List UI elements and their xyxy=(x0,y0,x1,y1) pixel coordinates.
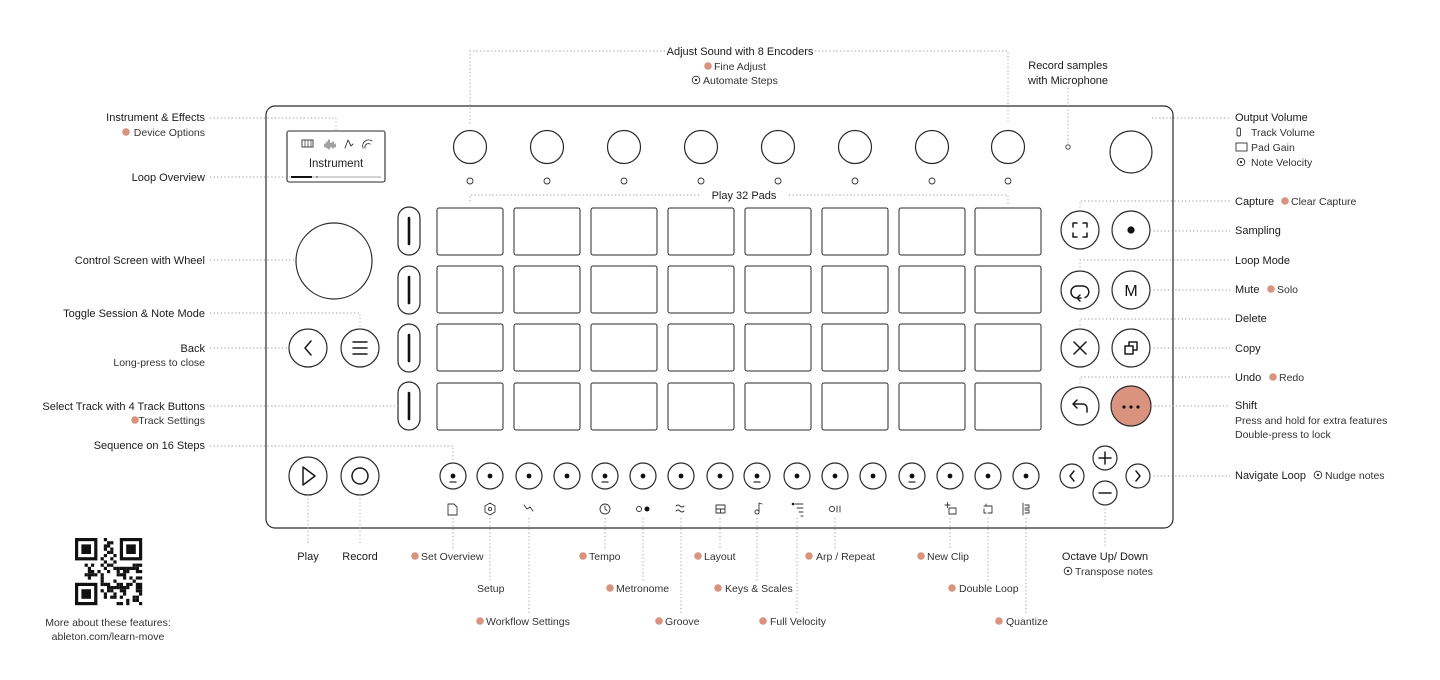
website-label: ableton.com/learn-move xyxy=(51,631,165,643)
set-overview-label: Set Overview xyxy=(421,551,484,563)
volume-knob[interactable] xyxy=(1110,131,1152,173)
more-features-label: More about these features: xyxy=(45,617,171,629)
pad-r1-c8[interactable] xyxy=(975,208,1041,255)
record-button[interactable] xyxy=(341,457,379,495)
encoder-knob-6[interactable] xyxy=(839,131,872,164)
pad-r1-c4[interactable] xyxy=(668,208,734,255)
step-dot xyxy=(755,474,760,479)
shift-sub2-label: Double-press to lock xyxy=(1235,429,1331,441)
record-dot-icon xyxy=(1127,226,1134,233)
back-button[interactable] xyxy=(289,329,327,367)
encoders-fine-label: Fine Adjust xyxy=(714,61,766,73)
back-label: Back xyxy=(180,343,205,355)
encoder-knob-8[interactable] xyxy=(992,131,1025,164)
sequence-label: Sequence on 16 Steps xyxy=(93,440,205,452)
step-dot xyxy=(641,474,646,479)
arp-repeat-label: Arp / Repeat xyxy=(816,551,875,563)
pad-r2-c4[interactable] xyxy=(668,266,734,313)
new-clip-label: New Clip xyxy=(927,551,970,563)
track-volume-label: Track Volume xyxy=(1251,127,1315,139)
step-dot xyxy=(679,474,684,479)
pad-r3-c2[interactable] xyxy=(514,324,580,371)
encoder-knob-2[interactable] xyxy=(531,131,564,164)
step-dot xyxy=(488,474,493,479)
encoder-led-3 xyxy=(621,178,627,184)
toggle-mode-label: Toggle Session & Note Mode xyxy=(63,308,205,320)
pad-r4-c2[interactable] xyxy=(514,383,580,430)
display-screen xyxy=(287,131,385,182)
pad-r3-c4[interactable] xyxy=(668,324,734,371)
encoders-label: Adjust Sound with 8 Encoders xyxy=(666,46,814,58)
encoder-led-1 xyxy=(467,178,473,184)
groove-label: Groove xyxy=(665,616,700,628)
step-dot xyxy=(795,474,800,479)
transpose-notes-label: Transpose notes xyxy=(1075,566,1153,578)
step-dot xyxy=(565,474,570,479)
full-velocity-label: Full Velocity xyxy=(770,616,827,628)
pad-r4-c7[interactable] xyxy=(899,383,965,430)
shift-button[interactable] xyxy=(1111,386,1151,426)
capture-label: Capture xyxy=(1235,196,1275,208)
mute-label: Mute xyxy=(1235,284,1260,296)
sampling-label: Sampling xyxy=(1235,225,1281,237)
step-dot xyxy=(833,474,838,479)
record-label: Record xyxy=(342,551,378,563)
track-button-icon xyxy=(1237,128,1241,136)
octave-down-button[interactable] xyxy=(1093,481,1117,505)
step-dot xyxy=(603,474,608,479)
step-dot xyxy=(910,474,915,479)
pad-r2-c1[interactable] xyxy=(437,266,503,313)
encoder-led-2 xyxy=(544,178,550,184)
pad-gain-label: Pad Gain xyxy=(1251,142,1295,154)
metronome-label: Metronome xyxy=(616,583,670,595)
loop-button[interactable] xyxy=(1061,271,1099,309)
device-options-label: Device Options xyxy=(133,127,205,139)
microphone xyxy=(1066,145,1070,149)
octave-label: Octave Up/ Down xyxy=(1061,551,1149,563)
pad-r3-c8[interactable] xyxy=(975,324,1041,371)
pads-label: Play 32 Pads xyxy=(711,190,777,202)
pad-r2-c8[interactable] xyxy=(975,266,1041,313)
keys-scales-label: Keys & Scales xyxy=(725,583,793,595)
undo-button[interactable] xyxy=(1061,387,1099,425)
step-dot xyxy=(871,474,876,479)
shift-sub1-label: Press and hold for extra features xyxy=(1235,415,1388,427)
loop-mode-label: Loop Mode xyxy=(1235,255,1291,267)
mic-label-1: Record samples xyxy=(1028,60,1108,72)
octave-up-button[interactable] xyxy=(1093,446,1117,470)
encoders-automate-label: Automate Steps xyxy=(703,75,778,87)
pad-r2-c2[interactable] xyxy=(514,266,580,313)
pad-r1-c7[interactable] xyxy=(899,208,965,255)
delete-label: Delete xyxy=(1235,313,1267,325)
jog-wheel[interactable] xyxy=(296,223,372,299)
step-dot xyxy=(718,474,723,479)
loop-overview-label: Loop Overview xyxy=(131,172,205,184)
step-dot xyxy=(948,474,953,479)
encoder-knob-4[interactable] xyxy=(685,131,718,164)
output-volume-label: Output Volume xyxy=(1235,112,1308,124)
pad-r4-c4[interactable] xyxy=(668,383,734,430)
back-sub-label: Long-press to close xyxy=(113,357,205,369)
play-button[interactable] xyxy=(289,457,327,495)
setup-label: Setup xyxy=(477,583,505,595)
pad-icon xyxy=(1236,143,1247,151)
shift-label: Shift xyxy=(1235,400,1258,412)
pad-r2-c3[interactable] xyxy=(591,266,657,313)
mute-letter: M xyxy=(1124,283,1138,300)
capture-button[interactable] xyxy=(1061,211,1099,249)
pad-r3-c5[interactable] xyxy=(745,324,811,371)
navigate-loop-label: Navigate Loop xyxy=(1235,470,1306,482)
encoder-led-8 xyxy=(1005,178,1011,184)
nudge-notes-label: Nudge notes xyxy=(1325,470,1385,482)
encoder-knob-3[interactable] xyxy=(608,131,641,164)
pad-r1-c2[interactable] xyxy=(514,208,580,255)
track-settings-label: Track Settings xyxy=(138,415,205,427)
delete-button[interactable] xyxy=(1061,329,1099,367)
note-velocity-label: Note Velocity xyxy=(1251,157,1313,169)
copy-label: Copy xyxy=(1235,343,1261,355)
mute-button[interactable] xyxy=(1112,271,1150,309)
pad-r4-c5[interactable] xyxy=(745,383,811,430)
encoder-led-7 xyxy=(929,178,935,184)
sample-button[interactable] xyxy=(1112,211,1150,249)
pad-r3-c3[interactable] xyxy=(591,324,657,371)
pad-r2-c6[interactable] xyxy=(822,266,888,313)
step-dot xyxy=(1024,474,1029,479)
pad-r4-c1[interactable] xyxy=(437,383,503,430)
pad-r2-c7[interactable] xyxy=(899,266,965,313)
copy-button[interactable] xyxy=(1112,329,1150,367)
control-wheel-label: Control Screen with Wheel xyxy=(74,255,205,267)
mic-label-2: with Microphone xyxy=(1027,75,1109,87)
undo-label: Undo xyxy=(1235,372,1262,384)
nav-right-button[interactable] xyxy=(1126,464,1150,488)
encoder-knob-1[interactable] xyxy=(454,131,487,164)
screen-text: Instrument xyxy=(308,158,364,170)
tempo-label: Tempo xyxy=(589,551,621,563)
pad-r1-c1[interactable] xyxy=(437,208,503,255)
pad-r1-c3[interactable] xyxy=(591,208,657,255)
select-track-label: Select Track with 4 Track Buttons xyxy=(42,401,205,413)
pad-r3-c1[interactable] xyxy=(437,324,503,371)
layout-label: Layout xyxy=(704,551,736,563)
step-dot xyxy=(986,474,991,479)
pad-r3-c7[interactable] xyxy=(899,324,965,371)
encoder-knob-5[interactable] xyxy=(762,131,795,164)
pad-r1-c6[interactable] xyxy=(822,208,888,255)
workflow-settings-label: Workflow Settings xyxy=(486,616,570,628)
encoder-led-6 xyxy=(852,178,858,184)
encoder-knob-7[interactable] xyxy=(916,131,949,164)
pad-r4-c6[interactable] xyxy=(822,383,888,430)
play-label: Play xyxy=(297,551,319,563)
redo-label: Redo xyxy=(1279,372,1305,384)
solo-label: Solo xyxy=(1277,284,1299,296)
pad-r3-c6[interactable] xyxy=(822,324,888,371)
pad-r4-c8[interactable] xyxy=(975,383,1041,430)
pad-r4-c3[interactable] xyxy=(591,383,657,430)
encoder-led-4 xyxy=(698,178,704,184)
pad-r2-c5[interactable] xyxy=(745,266,811,313)
pad-r1-c5[interactable] xyxy=(745,208,811,255)
menu-button[interactable] xyxy=(341,329,379,367)
encoder-led-5 xyxy=(775,178,781,184)
nav-left-button[interactable] xyxy=(1060,464,1084,488)
instrument-label: Instrument & Effects xyxy=(106,112,205,124)
qr-code xyxy=(75,538,142,605)
quantize-label: Quantize xyxy=(1006,616,1049,628)
double-loop-label: Double Loop xyxy=(959,583,1019,595)
step-dot xyxy=(527,474,532,479)
step-dot xyxy=(451,474,456,479)
clear-capture-label: Clear Capture xyxy=(1291,196,1357,208)
